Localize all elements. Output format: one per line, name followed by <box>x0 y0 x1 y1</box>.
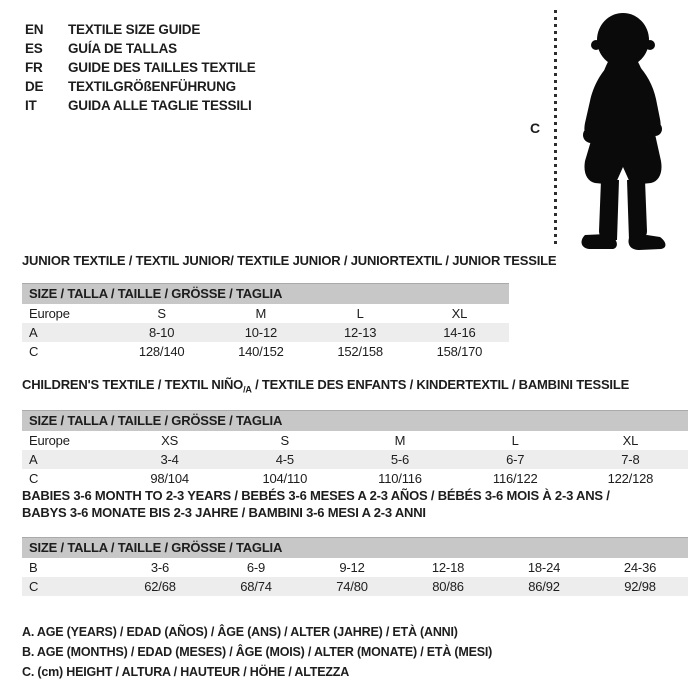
size-value: XL <box>622 432 639 448</box>
size-value: S <box>280 432 290 448</box>
height-value: 62/68 <box>144 579 176 594</box>
language-code: FR <box>25 60 43 75</box>
babies-section-title-line2: BABYS 3-6 MONATE BIS 2-3 JAHRE / BAMBINI 3-6 MESI A 2-3 ANNI <box>22 505 426 520</box>
row-label: A <box>29 451 38 467</box>
footnote-height-cm: C. (cm) HEIGHT / ALTURA / HAUTEUR / HÖHE / ALTEZZA <box>22 665 350 679</box>
table-row <box>22 342 509 361</box>
row-label: A <box>29 325 38 340</box>
age-value: 7-8 <box>621 451 640 467</box>
height-value: 152/158 <box>337 344 383 359</box>
height-measure-dotted-line <box>554 10 557 248</box>
height-value: 140/152 <box>238 344 284 359</box>
age-value: 6-9 <box>246 560 266 575</box>
language-code: ES <box>25 41 43 56</box>
age-value: 12-13 <box>344 325 377 340</box>
row-label: C <box>29 579 39 594</box>
table-row <box>22 323 509 342</box>
table-row <box>22 558 688 577</box>
age-value: 9-12 <box>339 560 365 575</box>
height-value: 68/74 <box>240 579 272 594</box>
table-row <box>22 469 688 488</box>
height-measure-label: C <box>530 120 541 136</box>
height-value: 116/122 <box>492 470 538 486</box>
size-value: L <box>356 306 364 321</box>
height-value: 74/80 <box>336 579 368 594</box>
size-value: S <box>157 306 166 321</box>
height-value: 104/110 <box>262 470 308 486</box>
table-row <box>22 577 688 596</box>
language-title: TEXTILE SIZE GUIDE <box>68 22 201 37</box>
language-title: GUÍA DE TALLAS <box>68 41 177 56</box>
age-value: 14-16 <box>443 325 476 340</box>
junior-size-header: SIZE / TALLA / TAILLE / GRÖSSE / TAGLIA <box>22 283 509 304</box>
language-row-de <box>25 77 256 96</box>
height-measure-figure <box>528 8 696 256</box>
children-title-subscript: /A <box>243 384 252 395</box>
babies-size-header: SIZE / TALLA / TAILLE / GRÖSSE / TAGLIA <box>22 537 688 558</box>
language-code: IT <box>25 98 37 113</box>
age-value: 18-24 <box>527 560 561 575</box>
language-title: GUIDA ALLE TAGLIE TESSILI <box>68 98 252 113</box>
language-row-es <box>25 39 256 58</box>
babies-section-title-line1: BABIES 3-6 MONTH TO 2-3 YEARS / BEBÉS 3-6 MESES A 2-3 AÑOS / BÉBÉS 3-6 MOIS À 2-3 ANS / <box>22 488 610 503</box>
language-row-it <box>25 96 256 115</box>
height-value: 80/86 <box>432 579 464 594</box>
children-size-header: SIZE / TALLA / TAILLE / GRÖSSE / TAGLIA <box>22 410 688 431</box>
height-value: 86/92 <box>528 579 560 594</box>
row-label: C <box>29 344 39 359</box>
age-value: 3-6 <box>150 560 170 575</box>
row-label: Europe <box>29 306 70 321</box>
age-value: 10-12 <box>244 325 277 340</box>
babies-textile-section <box>22 487 688 596</box>
footnote-age-years: A. AGE (YEARS) / EDAD (AÑOS) / ÂGE (ANS) / ALTER (JAHRE) / ETÀ (ANNI) <box>22 625 458 639</box>
language-row-fr <box>25 58 256 77</box>
height-value: 110/116 <box>378 470 422 486</box>
legend-footnotes <box>22 622 492 682</box>
language-code: EN <box>25 22 44 37</box>
table-row <box>22 304 509 323</box>
language-title: TEXTILGRÖßENFÜHRUNG <box>68 79 236 94</box>
age-value: 8-10 <box>149 325 175 340</box>
size-value: M <box>394 432 406 448</box>
age-value: 5-6 <box>390 451 410 467</box>
row-label: B <box>29 560 38 575</box>
junior-textile-section <box>22 252 557 361</box>
language-title: GUIDE DES TAILLES TEXTILE <box>68 60 256 75</box>
age-value: 4-5 <box>275 451 294 467</box>
children-section-title <box>22 376 688 399</box>
table-row <box>22 431 688 450</box>
size-value: L <box>511 432 519 448</box>
height-value: 98/104 <box>150 470 189 486</box>
table-row <box>22 450 688 469</box>
language-code: DE <box>25 79 44 94</box>
language-row-en <box>25 20 256 39</box>
height-value: 122/128 <box>607 470 654 486</box>
row-label: Europe <box>29 432 70 448</box>
age-value: 12-18 <box>431 560 465 575</box>
age-value: 24-36 <box>623 560 657 575</box>
children-textile-section <box>22 376 688 488</box>
footnote-age-months: B. AGE (MONTHS) / EDAD (MESES) / ÂGE (MOIS) / ALTER (MONATE) / ETÀ (MESI) <box>22 645 493 659</box>
height-value: 92/98 <box>624 579 656 594</box>
size-value: M <box>255 306 267 321</box>
size-value: XS <box>161 432 179 448</box>
height-value: 158/170 <box>436 344 483 359</box>
children-title-part: / TEXTILE DES ENFANTS / KINDERTEXTIL / BAMBINI TESSILE <box>251 377 630 392</box>
age-value: 6-7 <box>506 451 525 467</box>
children-title-part: CHILDREN'S TEXTILE / TEXTIL NIÑO <box>22 377 244 392</box>
toddler-silhouette-icon <box>562 10 688 254</box>
row-label: C <box>29 470 39 486</box>
language-list <box>25 20 256 115</box>
age-value: 3-4 <box>160 451 179 467</box>
height-value: 128/140 <box>138 344 185 359</box>
junior-section-title: JUNIOR TEXTILE / TEXTIL JUNIOR/ TEXTILE JUNIOR / JUNIORTEXTIL / JUNIOR TESSILE <box>22 253 557 268</box>
size-value: XL <box>451 306 468 321</box>
